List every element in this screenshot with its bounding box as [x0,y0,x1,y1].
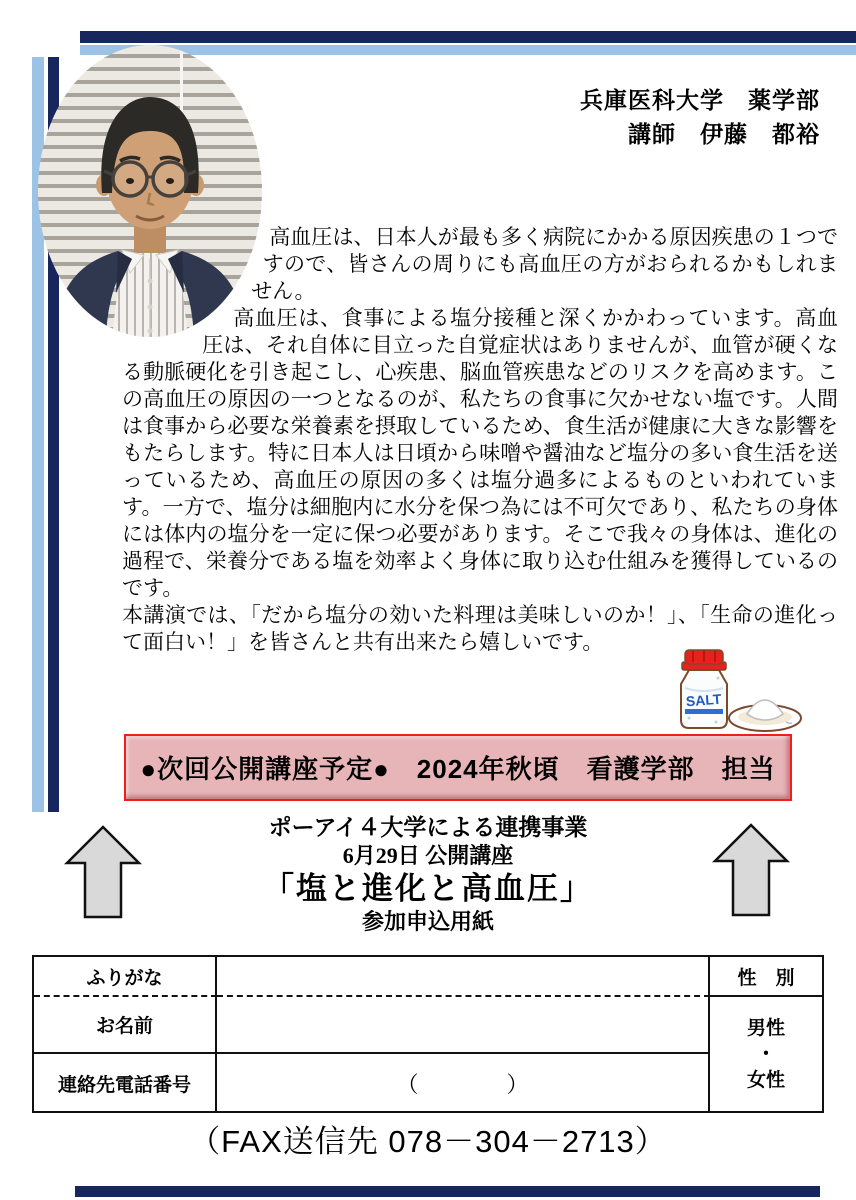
event-series: ポーアイ４大学による連携事業 [268,815,588,840]
furigana-label: ふりがな [34,957,217,997]
next-lecture-banner [124,734,792,801]
event-block [98,814,758,935]
gender-header: 性 別 [710,957,822,997]
paragraph-1: 高血圧は、日本人が最も多く病院にかかる原因疾患の１つですので、皆さんの周りにも高血圧の方がおられるかもしれません。 [251,226,838,303]
phone-input-cell[interactable]: （ ） [217,1054,710,1113]
salt-label: SALT [685,690,722,710]
phone-label: 連絡先電話番号 [34,1054,217,1113]
top-navy-bar [80,31,856,43]
gender-option-male: 男性 [746,1018,785,1039]
name-input-cell[interactable] [217,997,710,1054]
paragraph-3: 本講演では、「だから塩分の効いた料理は美味しいのか！」、「生命の進化って面白い！」を皆さんと共有出来たら嬉しいです。 [122,604,838,654]
bottom-navy-bar [75,1186,820,1197]
application-form-title: 参加申込用紙 [361,909,494,934]
lecture-title: 「塩と進化と高血圧」 [263,871,593,906]
lecturer-name: 講師 伊藤 都裕 [628,122,820,147]
salt-shaker-illustration [652,648,802,736]
event-date: 6月29日 公開講座 [342,843,514,868]
gender-separator: ・ [756,1044,776,1065]
header-block [480,84,820,152]
name-label: お名前 [34,997,217,1054]
application-form-table [32,955,824,1113]
gender-option-female: 女性 [746,1070,785,1091]
paragraph-2: 高血圧は、食事による塩分接種と深くかかわっています。高血圧は、それ自体に目立った自覚症状はありませんが、血管が硬くなる動脈硬化を引き起こし、心疾患、脳血管疾患などのリスクを高めます。この高血圧の原因の一つとなるのが、私たちの食事に欠かせない塩です。人間は食事から必要な栄養素を摂取しているため、食生活が健康に大きな影響をもたらします。特に日本人は日頃から味噌や醤油など塩分の多い食生活を送っているため、高血圧の原因の多くは塩分過多によるものといわれています。一方で、塩分は細胞内に水分を保つ為には不可欠であり、私たちの身体には体内の塩分を一定に保つ必要があります。そこで我々の身体は、進化の過程で、栄養分である塩を効率よく身体に取り込む仕組みを獲得しているのです。 [122,307,838,600]
affiliation-text: 兵庫医科大学 薬学部 [580,88,820,113]
banner-text: ●次回公開講座予定● 2024年秋頃 看護学部 担当 [140,754,776,784]
body-text [122,224,838,656]
fax-number-line: （FAX送信先 078－304－2713） [189,1124,667,1159]
gender-options-cell [710,997,822,1113]
furigana-input-cell[interactable] [217,957,710,997]
